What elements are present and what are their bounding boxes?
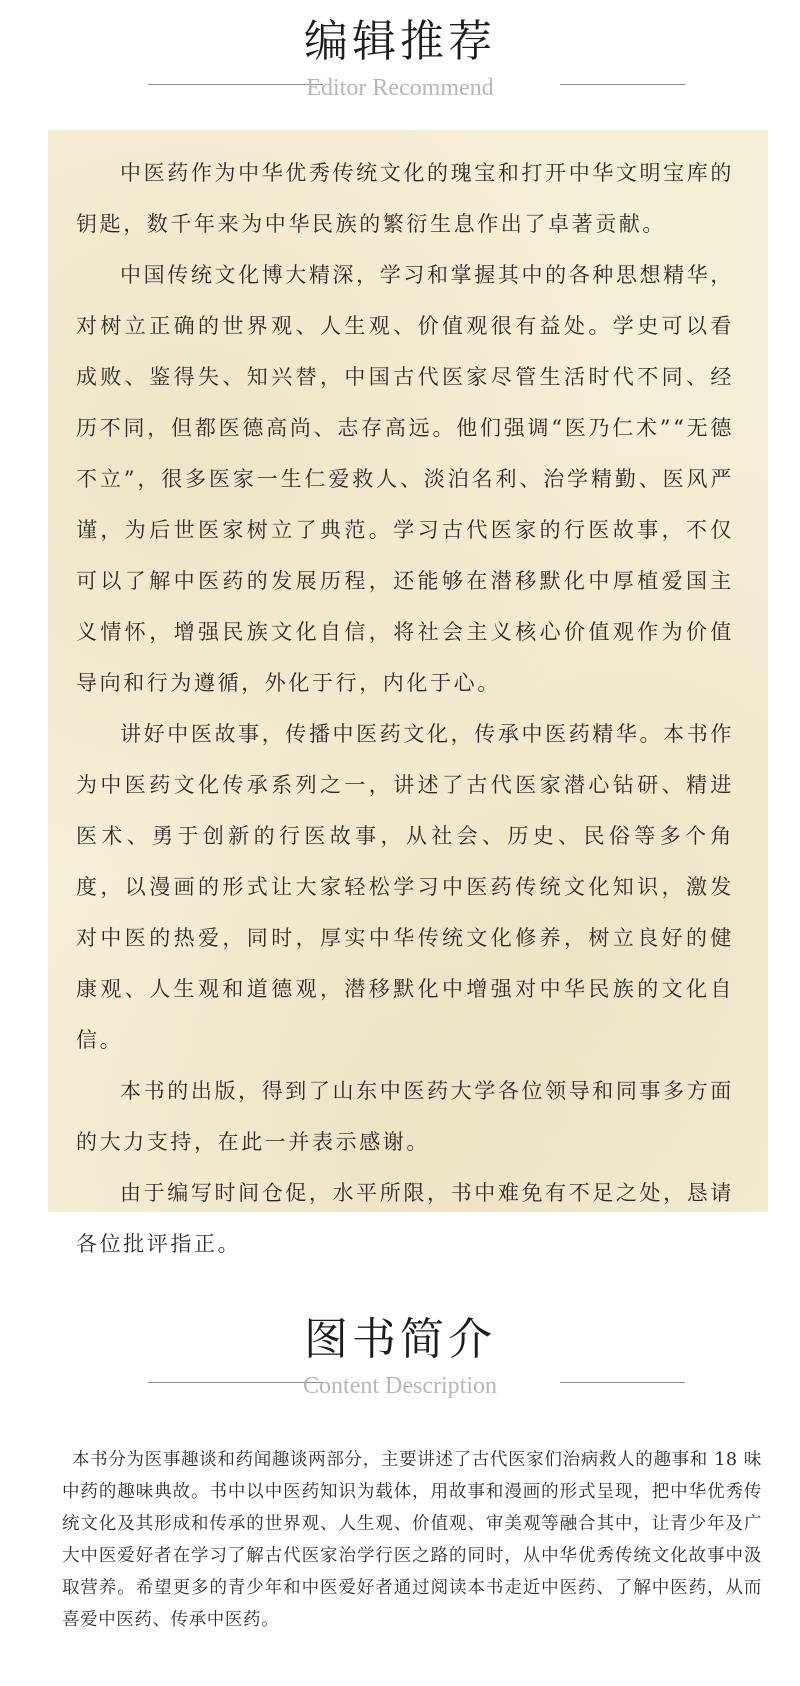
content-description-subtitle: Content Description — [303, 1373, 497, 1399]
editor-paragraph: 讲好中医故事，传播中医药文化，传承中医药精华。本书作为中医药文化传承系列之一，讲述了古代医家潜心钻研、精进医术、勇于创新的行医故事，从社会、历史、民俗等多个角度，以漫画的形式让大家轻松学习中医药传统文化知识，激发对中医的热爱，同时，厚实中华传统文化修养，树立良好的健康观、人生观和道德观，潜移默化中增强对中华民族的文化自信。 — [76, 722, 734, 1052]
editor-paragraph: 由于编写时间仓促，水平所限，书中难免有不足之处，恳请各位批评指正。 — [76, 1181, 734, 1256]
editor-recommend-header — [0, 14, 800, 104]
content-description-title: 图书简介 — [304, 1314, 496, 1365]
content-description-body — [62, 1444, 762, 1636]
editor-recommend-title: 编辑推荐 — [304, 16, 496, 67]
editor-recommend-subtitle: Editor Recommend — [306, 75, 494, 101]
editor-recommend-panel — [48, 130, 768, 1256]
editor-paragraph: 中医药作为中华优秀传统文化的瑰宝和打开中华文明宝库的钥匙，数千年来为中华民族的繁衍生息作出了卓著贡献。 — [76, 161, 734, 236]
description-paragraph: 本书分为医事趣谈和药闻趣谈两部分，主要讲述了古代医家们治病救人的趣事和 18 味中药的趣味典故。书中以中医药知识为载体，用故事和漫画的形式呈现，把中华优秀传统文化及其形成和传承的世界观、人生观、价值观、审美观等融合其中，让青少年及广大中医爱好者在学习了解古代医家治学行医之路的同时，从中华优秀传统文化故事中汲取营养。希望更多的青少年和中医爱好者通过阅读本书走近中医药、了解中医药，从而喜爱中医药、传承中医药。 — [62, 1450, 762, 1630]
editor-paragraph: 中国传统文化博大精深，学习和掌握其中的各种思想精华，对树立正确的世界观、人生观、价值观很有益处。学史可以看成败、鉴得失、知兴替，中国古代医家尽管生活时代不同、经历不同，但都医德高尚、志存高远。他们强调“医乃仁术”“无德不立”，很多医家一生仁爱救人、淡泊名利、治学精勤、医风严谨，为后世医家树立了典范。学习古代医家的行医故事，不仅可以了解中医药的发展历程，还能够在潜移默化中厚植爱国主义情怀，增强民族文化自信，将社会主义核心价值观作为价值导向和行为遵循，外化于行，内化于心。 — [76, 263, 734, 695]
editor-paragraph: 本书的出版，得到了山东中医药大学各位领导和同事多方面的大力支持，在此一并表示感谢。 — [76, 1079, 734, 1154]
content-description-header — [0, 1312, 800, 1402]
